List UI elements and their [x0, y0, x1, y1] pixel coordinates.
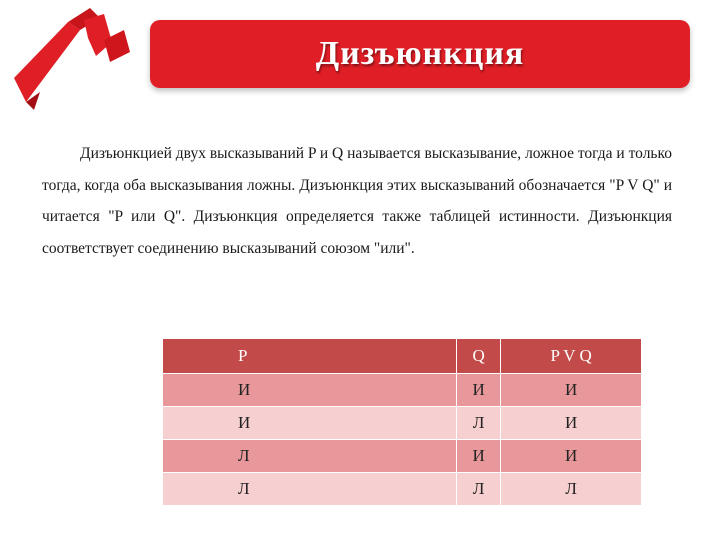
- cell-p: И: [163, 407, 457, 440]
- header-p: P: [163, 339, 457, 374]
- cell-p: Л: [163, 473, 457, 506]
- paragraph-text: Дизъюнкцией двух высказываний P и Q называется высказывание, ложное тогда и только тогда, когда оба высказывания ложны. Дизъюнкция этих высказываний обозначается "P V Q" и читается "P или Q". Дизъюнкция определяется также таблицей истинности. Дизъюнкция соответствует соединению высказываний союзом "или".: [42, 145, 672, 257]
- header-p-or-q: P V Q: [501, 339, 642, 374]
- cell-q: И: [457, 374, 501, 407]
- red-ribbon-decoration-icon: [0, 0, 160, 120]
- table-row: [163, 374, 642, 407]
- cell-q: Л: [457, 407, 501, 440]
- cell-q: И: [457, 440, 501, 473]
- table-row: [163, 407, 642, 440]
- table-row: [163, 440, 642, 473]
- truth-table: [162, 338, 642, 506]
- page-title: Дизъюнкция: [315, 35, 525, 72]
- cell-result: И: [501, 440, 642, 473]
- cell-result: И: [501, 374, 642, 407]
- cell-result: И: [501, 407, 642, 440]
- cell-result: Л: [501, 473, 642, 506]
- title-banner: [150, 20, 690, 88]
- cell-p: Л: [163, 440, 457, 473]
- cell-q: Л: [457, 473, 501, 506]
- table-row: [163, 473, 642, 506]
- table-header-row: [163, 339, 642, 374]
- definition-paragraph: [42, 138, 672, 264]
- cell-p: И: [163, 374, 457, 407]
- header-q: Q: [457, 339, 501, 374]
